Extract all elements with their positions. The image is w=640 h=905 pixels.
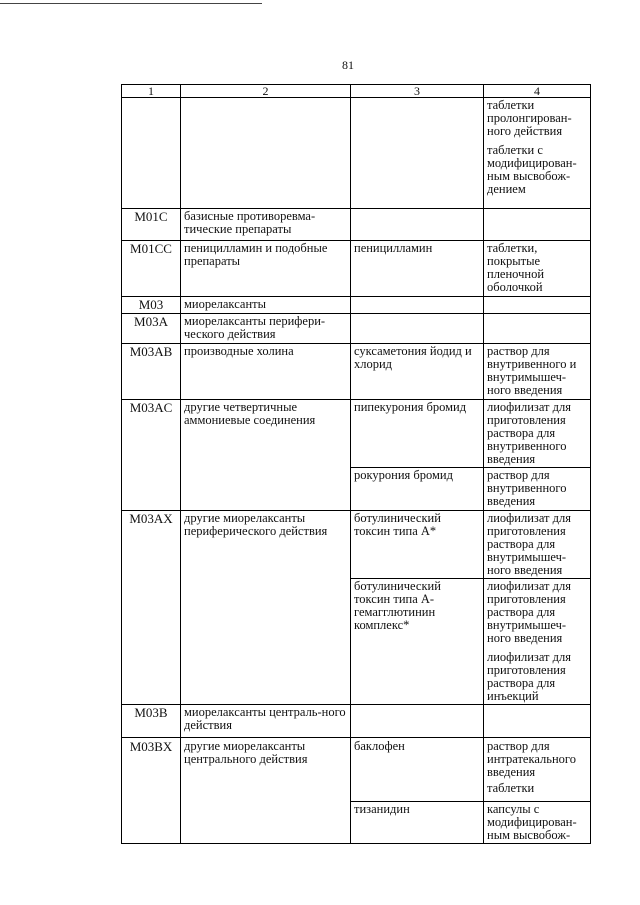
header-rule [0, 3, 262, 4]
code-cell: M01CC [122, 241, 181, 297]
drug-cell: суксаметония йодид и хлорид [351, 344, 484, 400]
form-cell: таблетки пролонгирован-ного действия таблетки с модифицирован-ным высвобож-дением [484, 98, 591, 209]
table-row [122, 209, 591, 241]
column-header: 3 [351, 85, 484, 98]
form-cell: раствор для внутривенного введения [484, 468, 591, 511]
drug-cell: пипекурония бромид [351, 400, 484, 468]
name-cell: пеницилламин и подобные препараты [181, 241, 351, 297]
form-cell [484, 209, 591, 241]
name-cell: другие миорелаксанты периферического действия [181, 511, 351, 705]
table-row [122, 511, 591, 579]
table-row [122, 241, 591, 297]
name-cell: миорелаксанты централь-ного действия [181, 705, 351, 738]
page-number: 81 [342, 58, 354, 72]
code-cell: M03B [122, 705, 181, 738]
code-cell: M01C [122, 209, 181, 241]
table-row [122, 314, 591, 344]
code-cell: M03AC [122, 400, 181, 511]
form-cell [484, 705, 591, 738]
code-cell: M03BX [122, 738, 181, 844]
table-row [122, 705, 591, 738]
drug-cell: ботулинический токсин типа A* [351, 511, 484, 579]
name-cell: другие миорелаксанты центрального действия [181, 738, 351, 844]
form-cell: лиофилизат для приготовления раствора для внутримышеч-ного введения [484, 511, 591, 579]
name-cell [181, 98, 351, 209]
column-header: 4 [484, 85, 591, 98]
code-cell: M03AX [122, 511, 181, 705]
code-cell [122, 98, 181, 209]
code-cell: M03A [122, 314, 181, 344]
form-cell: лиофилизат для приготовления раствора для внутримышеч-ного введения лиофилизат для приготовления раствора для инъекций [484, 579, 591, 705]
column-header: 1 [122, 85, 181, 98]
form-cell [484, 314, 591, 344]
drug-table [121, 84, 591, 844]
drug-cell [351, 297, 484, 314]
name-cell: другие четвертичные аммониевые соединения [181, 400, 351, 511]
table-header-row [122, 85, 591, 98]
name-cell: производные холина [181, 344, 351, 400]
drug-cell [351, 705, 484, 738]
table-row [122, 344, 591, 400]
drug-cell: тизанидин [351, 802, 484, 844]
drug-cell: рокурония бромид [351, 468, 484, 511]
table-row [122, 98, 591, 209]
form-cell: раствор для внутривенного и внутримышеч-ного введения [484, 344, 591, 400]
form-cell [484, 297, 591, 314]
form-cell: лиофилизат для приготовления раствора для внутривенного введения [484, 400, 591, 468]
drug-cell [351, 209, 484, 241]
code-cell: M03 [122, 297, 181, 314]
name-cell: миорелаксанты перифери-ческого действия [181, 314, 351, 344]
table-row [122, 738, 591, 802]
drug-cell: ботулинический токсин типа A-гемагглютинин комплекс* [351, 579, 484, 705]
table-row [122, 400, 591, 468]
drug-cell: пеницилламин [351, 241, 484, 297]
name-cell: базисные противоревма-тические препараты [181, 209, 351, 241]
form-cell: раствор для интратекального введения таблетки [484, 738, 591, 802]
form-cell: таблетки, покрытые пленочной оболочкой [484, 241, 591, 297]
drug-cell: баклофен [351, 738, 484, 802]
code-cell: M03AB [122, 344, 181, 400]
drug-cell [351, 314, 484, 344]
name-cell: миорелаксанты [181, 297, 351, 314]
form-cell: капсулы с модифицирован-ным высвобож- [484, 802, 591, 844]
column-header: 2 [181, 85, 351, 98]
table-row [122, 297, 591, 314]
drug-cell [351, 98, 484, 209]
